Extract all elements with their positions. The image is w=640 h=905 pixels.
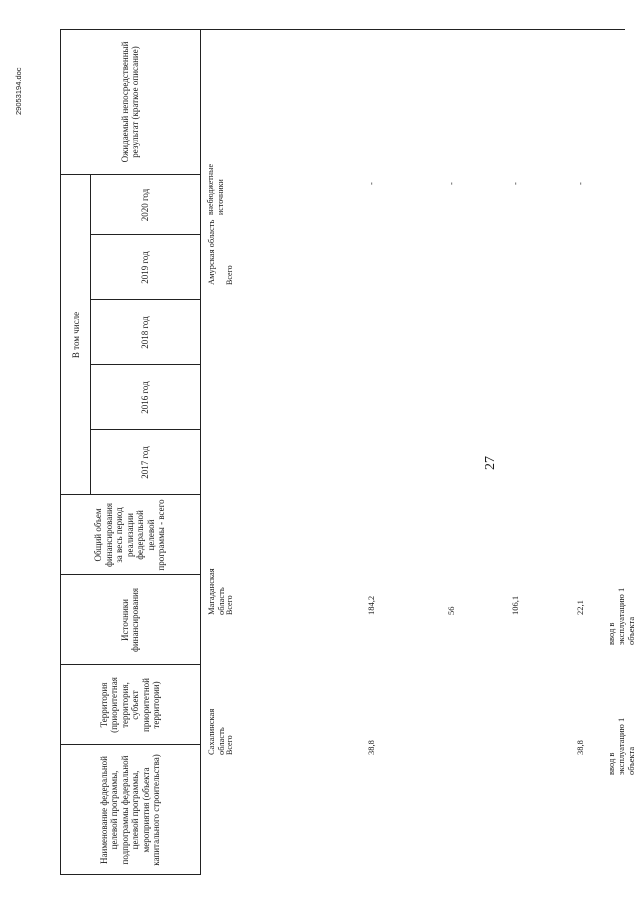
column-border	[60, 574, 200, 575]
row-total: -	[366, 182, 376, 185]
row-source: Всего	[225, 265, 234, 285]
header-territory: Территория (приоритетная территория, субъект приоритетной территории)	[98, 677, 161, 733]
row-2018: 106,1	[510, 595, 520, 615]
header-name: Наименование федеральной целевой программы, подпрограммы федеральной целевой программы, мероприятия (объекта капитального строительства)	[98, 754, 161, 866]
row-total: 38,8	[366, 740, 376, 755]
table-top-border	[60, 30, 61, 875]
row-source: Всего	[225, 735, 234, 755]
column-border	[60, 744, 200, 745]
row-total: 184,2	[366, 595, 376, 615]
row-result: ввод в эксплуатацию 1 объекта	[606, 717, 636, 775]
row-territory: Сахалинская область	[206, 708, 226, 755]
row-result: ввод в эксплуатацию 1 объекта	[606, 587, 636, 645]
body-right-border	[200, 29, 625, 30]
row-territory: Амурская область	[206, 219, 216, 285]
page-number: 27	[483, 456, 498, 470]
header-2018: 2018 год	[139, 316, 150, 349]
header-in-that: В том числе	[70, 311, 81, 359]
row-2019: 22,1	[575, 600, 585, 615]
column-border	[60, 664, 200, 665]
row-2017: -	[510, 182, 520, 185]
row-2016: -	[446, 182, 456, 185]
rotated-table-page	[14, 30, 636, 875]
row-2018: -	[575, 182, 585, 185]
header-bottom-border	[200, 30, 201, 875]
document-code: 29053194.doc	[14, 67, 23, 115]
header-2019: 2019 год	[139, 251, 150, 284]
row-2019: 38,8	[575, 740, 585, 755]
header-2016: 2016 год	[139, 381, 150, 414]
column-border	[60, 29, 200, 30]
header-sources: Источники финансирования	[119, 588, 140, 652]
row-source: Всего	[225, 595, 234, 615]
header-total: Общий объем финансирования за весь период реализации федеральной целевой программы - всего	[93, 499, 167, 571]
header-2017: 2017 год	[139, 446, 150, 479]
column-border	[60, 874, 200, 875]
header-2020: 2020 год	[139, 188, 150, 222]
header-result: Ожидаемый непосредственный результат (краткое описание)	[119, 41, 140, 163]
row-territory: Магаданская область	[206, 568, 226, 615]
row-source: внебюджетные источники	[206, 164, 225, 215]
row-2017: 56	[446, 606, 456, 615]
